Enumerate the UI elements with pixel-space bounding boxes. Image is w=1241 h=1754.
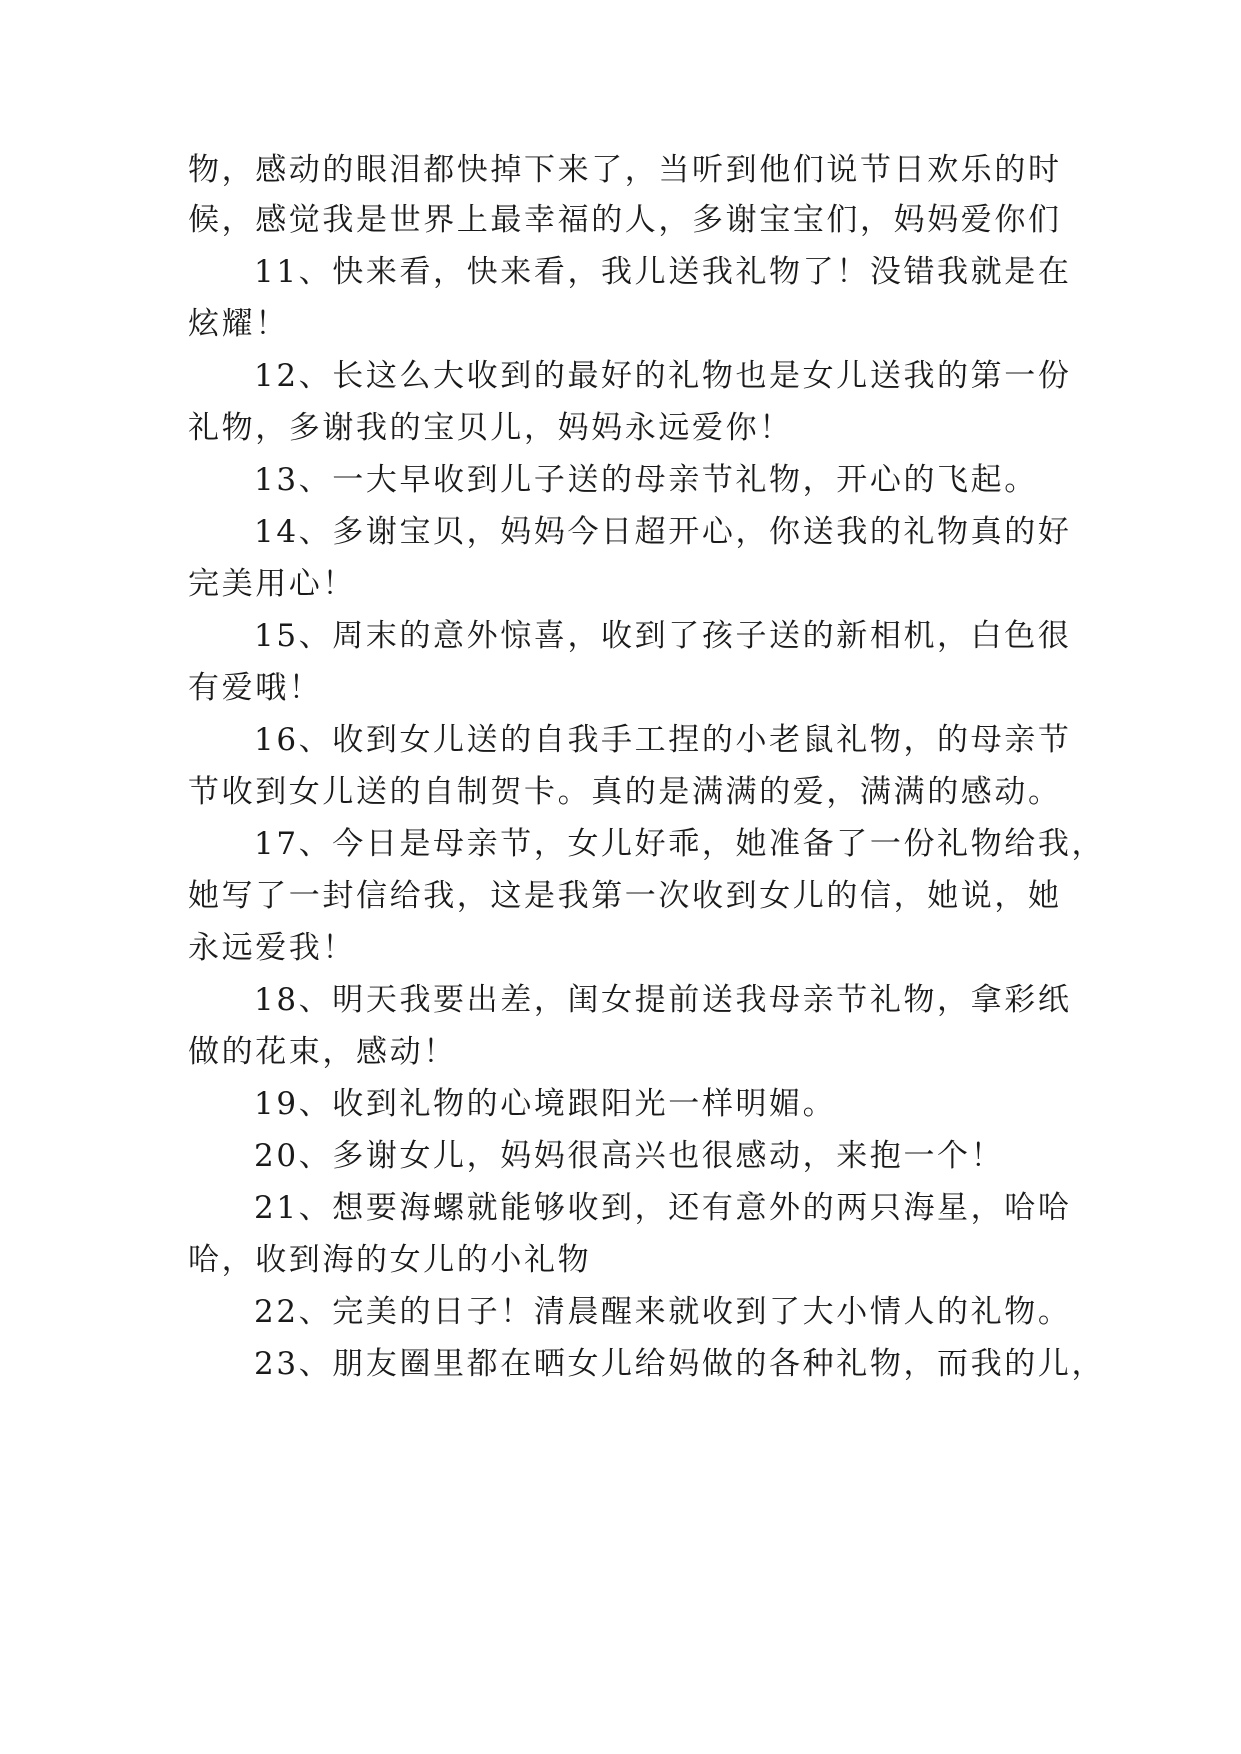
paragraph-13: 13、一大早收到儿子送的母亲节礼物，开心的飞起。 [254,462,1038,498]
text-line: 永远爱我！ [188,930,356,966]
text-line: 哈，收到海的女儿的小礼物 [188,1242,592,1278]
paragraph-14: 14、多谢宝贝，妈妈今日超开心，你送我的礼物真的好 [254,514,1072,550]
text-line: 做的花束，感动！ [188,1034,457,1070]
text-line: 礼物，多谢我的宝贝儿，妈妈永远爱你！ [188,410,793,446]
text-line: 候，感觉我是世界上最幸福的人，多谢宝宝们，妈妈爱你们 [188,202,1062,238]
paragraph-19: 19、收到礼物的心境跟阳光一样明媚。 [254,1086,837,1122]
text-line: 有爱哦！ [188,670,323,706]
paragraph-16: 16、收到女儿送的自我手工捏的小老鼠礼物，的母亲节 [254,722,1072,758]
text-line: 节收到女儿送的自制贺卡。真的是满满的爱，满满的感动。 [188,774,1062,810]
text-line: 炫耀！ [188,306,289,342]
paragraph-20: 20、多谢女儿，妈妈很高兴也很感动，来抱一个！ [254,1138,1005,1174]
paragraph-22: 22、完美的日子！清晨醒来就收到了大小情人的礼物。 [254,1294,1072,1330]
text-line: 物，感动的眼泪都快掉下来了，当听到他们说节日欢乐的时 [188,152,1062,188]
paragraph-17: 17、今日是母亲节，女儿好乖，她准备了一份礼物给我， [254,826,1106,862]
paragraph-21: 21、想要海螺就能够收到，还有意外的两只海星，哈哈 [254,1190,1072,1226]
text-line: 她写了一封信给我，这是我第一次收到女儿的信，她说，她 [188,878,1062,914]
paragraph-15: 15、周末的意外惊喜，收到了孩子送的新相机，白色很 [254,618,1072,654]
paragraph-11: 11、快来看，快来看，我儿送我礼物了！没错我就是在 [254,254,1072,290]
paragraph-12: 12、长这么大收到的最好的礼物也是女儿送我的第一份 [254,358,1072,394]
paragraph-23: 23、朋友圈里都在晒女儿给妈做的各种礼物，而我的儿， [254,1346,1106,1382]
text-line: 完美用心！ [188,566,356,602]
paragraph-18: 18、明天我要出差，闺女提前送我母亲节礼物，拿彩纸 [254,982,1072,1018]
